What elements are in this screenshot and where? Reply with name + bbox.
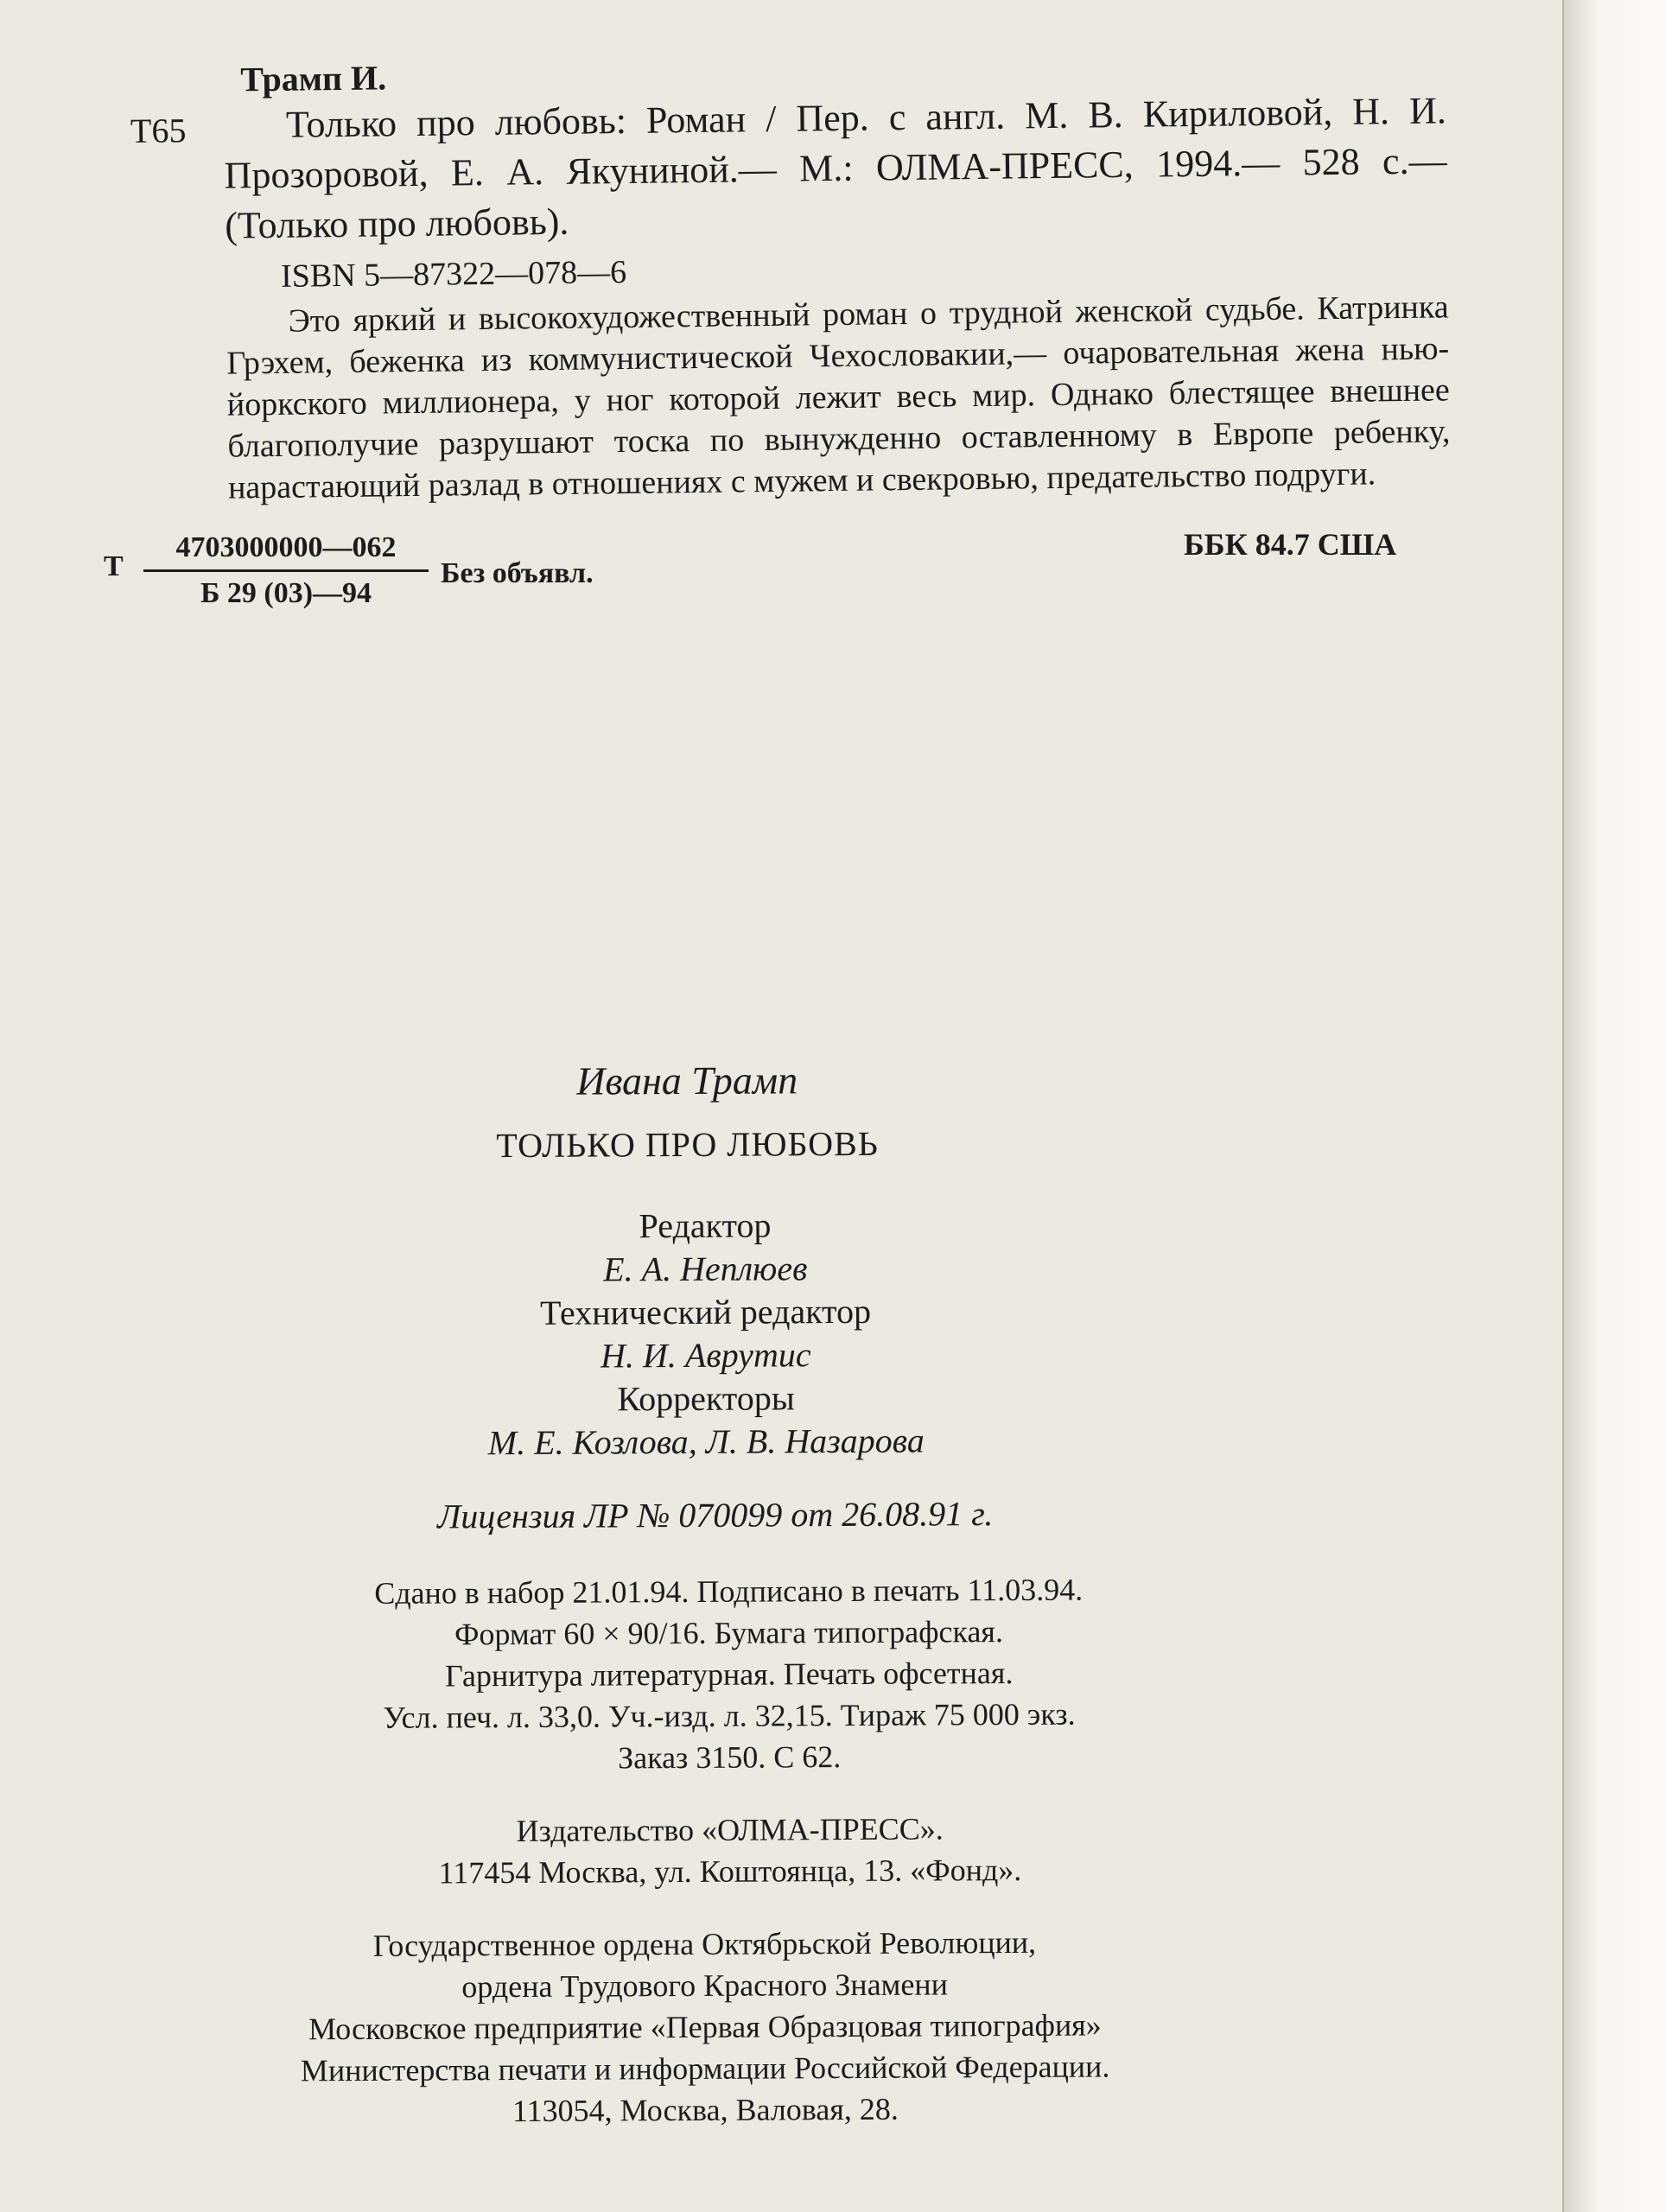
fraction-numerator: 4703000000—062 xyxy=(143,531,429,572)
catalog-description: Только про любовь: Роман / Пер. с англ. М. В. Кириловой, Н. И. Прозоровой, Е. А. Якуниной.— М.: ОЛМА-ПРЕСС, 1994.— 528 с.— (Только про любовь). xyxy=(224,89,1447,247)
isbn: ISBN 5—87322—078—6 xyxy=(280,253,627,295)
editor-name: Е. А. Неплюев xyxy=(603,1249,808,1289)
adjacent-page-edge xyxy=(1564,0,1665,2212)
imprint-block xyxy=(190,1052,1319,2133)
correctors-role: Корректоры xyxy=(617,1378,795,1419)
tech-editor-role: Технический редактор xyxy=(539,1291,872,1332)
tech-line: Сдано в набор 21.01.94. Подписано в печать 11.03.94. xyxy=(374,1572,1084,1611)
correctors-names: М. Е. Козлова, Л. В. Назарова xyxy=(487,1421,925,1463)
printer-info xyxy=(91,1920,1319,2133)
printer-line: 113054, Москва, Валовая, 28. xyxy=(512,2091,899,2129)
tech-editor-name: Н. И. Аврутис xyxy=(600,1335,811,1376)
catalog-author: Трамп И. xyxy=(240,58,387,99)
classification-block xyxy=(104,527,1452,626)
publisher-info xyxy=(143,1806,1318,1895)
catalog-code: Т65 xyxy=(130,111,187,150)
credits xyxy=(96,1201,1316,1466)
bibliographic-record xyxy=(130,44,1452,506)
printer-line: ордена Трудового Красного Знамени xyxy=(461,1967,949,2005)
book-summary: Это яркий и высокохудожественный роман о трудной женской судьбе. Катринка Грэхем, беженка из коммунистической Чехословакии,— очаровательная жена нью-йоркского миллионера, у ног которой лежит весь мир. Однако блестящее внешнее благополучие разрушают тоска по вынужденно оставленному в Европе ребенку, нарастающий разлад в отношениях с мужем и свекровью, предательство подруги. xyxy=(226,289,1451,506)
printer-line: Министерства печати и информации Российской Федерации. xyxy=(300,2049,1110,2088)
classification-fraction xyxy=(143,531,429,610)
publisher-line: 117454 Москва, ул. Коштоянца, 13. «Фонд». xyxy=(438,1852,1022,1891)
publisher-line: Издательство «ОЛМА-ПРЕСС». xyxy=(516,1811,944,1849)
printer-line: Московское предприятие «Первая Образцовая типография» xyxy=(308,2007,1102,2047)
tech-line: Заказ 3150. С 62. xyxy=(618,1739,842,1776)
classification-letter: Т xyxy=(104,550,124,582)
fraction-denominator: Б 29 (03)—94 xyxy=(200,577,372,609)
editor-role: Редактор xyxy=(639,1205,772,1246)
technical-details xyxy=(141,1567,1317,1781)
tech-line: Гарнитура литературная. Печать офсетная. xyxy=(444,1656,1014,1694)
no-announcement-note: Без объявл. xyxy=(441,557,594,589)
imprint-author: Ивана Трамп xyxy=(576,1058,798,1103)
bbk-code: ББК 84.7 США xyxy=(1184,527,1397,562)
tech-line: Формат 60 × 90/16. Бумага типографская. xyxy=(454,1614,1004,1652)
printer-line: Государственное ордена Октябрьской Революции, xyxy=(372,1924,1037,1963)
license-line: Лицензия ЛР № 070099 от 26.08.91 г. xyxy=(437,1494,994,1536)
imprint-title: ТОЛЬКО ПРО ЛЮБОВЬ xyxy=(496,1123,879,1166)
tech-line: Усл. печ. л. 33,0. Уч.-изд. л. 32,15. Тираж 75 000 экз. xyxy=(383,1696,1076,1735)
